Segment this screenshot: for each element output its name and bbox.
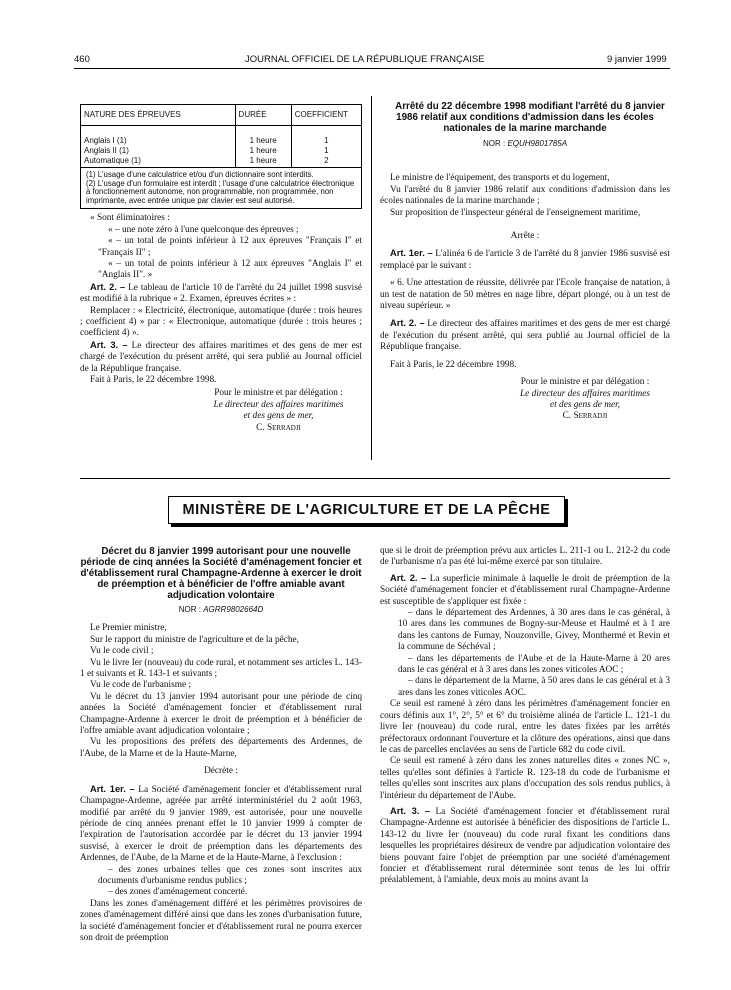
signature-name: C. Serradji <box>256 422 301 433</box>
ministry-heading: MINISTÈRE DE L'AGRICULTURE ET DE LA PÊCHE <box>168 496 565 524</box>
table-cell-nature <box>81 126 236 168</box>
signature-block <box>380 377 670 423</box>
decree-title: Arrêté du 22 décembre 1998 modifiant l'arrêté du 8 janvier 1986 relatif aux conditions d'admission dans les écoles nationales de la marine marchande <box>395 101 665 134</box>
article-text: L'alinéa 6 de l'article 3 de l'arrêté du 8 janvier 1986 susvisé est remplacé par le suivant : <box>380 249 670 271</box>
col-header-nature: NATURE DES ÉPREUVES <box>81 105 236 126</box>
decree-title: Décret du 8 janvier 1999 autorisant pour une nouvelle période de cinq années la Société d'aménagement foncier et d'établissement rural Champagne-Ardenne à exercer le droit de préemption et à bénéficier de l'offre amiable avant adjudication volontaire <box>80 546 362 601</box>
column-divider <box>371 96 372 460</box>
page-number: 460 <box>74 54 90 65</box>
article-3 <box>80 340 362 375</box>
decrete-heading: Décrète : <box>204 766 238 777</box>
paragraph: « 6. Une attestation de réussite, délivrée par l'Ecole française de natation, à un test de natation de 50 mètres en nage libre, départ plongé, ou à un test de niveau supérieur. » <box>380 278 670 312</box>
table-note: (1) L'usage d'une calculatrice et/ou d'un dictionnaire sont interdits. <box>86 170 314 179</box>
paragraph: Vu le code civil ; <box>90 646 154 657</box>
list-item: – dans le département des Ardennes, à 30 ares dans le cas général, à 10 ares dans les communes de Bogny-sur-Meuse et Haulmé et à 1 are dans les cantons de Fumay, Nouzonville, Givey, Monthermé et Revin et la commune de Séchéval ; <box>398 608 670 653</box>
arrete-heading: Arrête : <box>510 231 540 242</box>
article-label: Art. 1er. – <box>90 783 135 794</box>
section-rule <box>80 478 670 479</box>
table-cell: 1 heure <box>249 136 277 145</box>
table-cell: 1 heure <box>249 146 277 155</box>
article-label: Art. 3. – <box>90 339 128 350</box>
paragraph: Le ministre de l'équipement, des transports et du logement, <box>390 173 610 184</box>
article-label: Art. 3. – <box>390 805 431 816</box>
table-cell: 1 <box>324 146 329 155</box>
list-item: « – un total de points inférieur à 12 aux épreuves "Français I" et "Français II" ; <box>98 236 362 258</box>
paragraph: Le Premier ministre, <box>90 623 167 634</box>
signature-line: Le directeur des affaires maritimes <box>520 388 650 399</box>
article-2 <box>80 282 362 306</box>
article-2 <box>380 318 670 353</box>
article-text: La superficie minimale à laquelle le droit de préemption de la Société d'aménagement foncier et d'établissement rural Champagne-Ardenne est susceptible de s'appliquer est fixée : <box>380 573 671 607</box>
nor-reference <box>80 604 362 615</box>
paragraph: Sur le rapport du ministre de l'agriculture et de la pêche, <box>90 634 299 645</box>
exam-table <box>80 104 362 168</box>
table-cell-coef <box>291 126 361 168</box>
header-rule <box>74 68 670 69</box>
nor-code: EQUH9801785A <box>507 139 568 148</box>
article-label: Art. 2. – <box>90 281 126 292</box>
signature-line: Le directeur des affaires maritimes <box>213 399 344 410</box>
article-text: Le tableau de l'article 10 de l'arrêté du 24 juillet 1998 susvisé est modifié à la rubrique « 2. Examen, épreuves écrites » : <box>80 282 362 305</box>
list-item: « – une note zéro à l'une quelconque des épreuves ; <box>108 224 299 235</box>
list-item: – des zones urbaines telles que ces zones sont inscrites aux documents d'urbanisme rendus publics ; <box>98 864 362 886</box>
table-cell: 1 <box>324 136 329 145</box>
signature-name: C. Serradji <box>562 411 608 422</box>
article-2 <box>380 573 670 608</box>
table-cell: 2 <box>324 156 329 165</box>
article-label: Art. 2. – <box>390 572 427 583</box>
article-text: Le directeur des affaires maritimes et des gens de mer est chargé de l'exécution du présent arrêté, qui sera publié au Journal officiel de la République française. <box>380 319 671 353</box>
paragraph: que si le droit de préemption prévu aux articles L. 211-1 ou L. 212-2 du code de l'urbanisme n'a pas été lui-même exercé par son titulaire. <box>380 546 670 568</box>
table-cell-duree <box>235 126 291 168</box>
article-text: La Société d'aménagement foncier et d'établissement rural Champagne-Ardenne est autorisée à bénéficier des dispositions de l'article L. 143-12 du livre Ier (nouveau) du code rural fixant les conditions dans lesquelles les propriétaires désireux de vendre par adjudication volontaire des biens pouvant faire l'objet de préemption par une société d'aménagement foncier et d'établissement rural déterminée sont tenus de les lui offrir préalablement, à l'amiable, deux mois au moins avant la <box>380 806 670 886</box>
list-item: – dans les départements de l'Aube et de la Haute-Marne à 20 ares dans le cas général et à 3 ares dans les zones viticoles AOC ; <box>398 653 670 676</box>
col-header-coef: COEFFICIENT <box>291 105 361 126</box>
paragraph: Vu l'arrêté du 8 janvier 1986 relatif aux conditions d'admission dans les écoles nationales de la marine marchande ; <box>380 184 670 207</box>
paragraph: Vu les propositions des préfets des départements des Ardennes, de l'Aube, de la Marne et de la Haute-Marne, <box>80 737 362 759</box>
paragraph: Ce seuil est ramené à zéro dans les zones naturelles dites « zones NC », telles qu'elles sont définies à l'article R. 123-18 du code de l'urbanisme et telles qu'elles sont inscrites aux plans d'occupation des sols rendus publics, à l'intérieur du département de l'Aube. <box>380 756 670 801</box>
journal-title: JOURNAL OFFICIEL DE LA RÉPUBLIQUE FRANÇAISE <box>245 54 485 65</box>
article-1 <box>380 248 670 272</box>
article-label: Art. 1er. – <box>390 248 433 259</box>
paragraph: Dans les zones d'aménagement différé et les périmètres provisoires de zones d'aménagement différé ainsi que dans les zones d'urbanisation future, la société d'aménagement foncier et d'établissement rural ne pourra exercer son droit de préemption <box>80 898 362 943</box>
signature-block <box>80 388 362 434</box>
nor-label: NOR : <box>482 139 506 148</box>
table-row: Anglais II (1) <box>84 146 129 155</box>
signature-line: Pour le ministre et par délégation : <box>520 377 650 388</box>
paragraph: Vu le code de l'urbanisme ; <box>90 680 192 691</box>
right-bottom-column <box>380 546 670 887</box>
header-date: 9 janvier 1999 <box>607 54 667 65</box>
list-item: – des zones d'aménagement concerté. <box>108 887 248 898</box>
nor-code: AGRR9802664D <box>203 605 264 614</box>
table-row: Automatique (1) <box>84 156 141 165</box>
paragraph: Vu le livre Ier (nouveau) du code rural, et notamment ses articles L. 143-1 et suivants et R. 143-1 et suivants ; <box>80 657 362 680</box>
article-3 <box>380 806 670 887</box>
paragraph: Fait à Paris, le 22 décembre 1998. <box>390 359 517 370</box>
paragraph: « Sont éliminatoires : <box>90 213 170 224</box>
list-item: – dans le département de la Marne, à 50 ares dans le cas général et à 3 ares dans les zones viticoles AOC. <box>398 676 670 698</box>
signature-line: et des gens de mer, <box>243 411 314 422</box>
right-top-column <box>380 101 670 423</box>
paragraph: Ce seuil est ramené à zéro dans les périmètres d'aménagement foncier en cours définis aux 1°, 2°, 5° et 6° du troisième alinéa de l'article L. 121-1 du livre Ier (nouveau) du code rural, entre les dates fixées par les arrêtés préfectoraux ordonnant l'ouverture et la clôture des opérations, ainsi que dans le cas de parcelles enclavées au sens de l'article 682 du code civil. <box>380 699 670 755</box>
table-notes <box>80 168 362 209</box>
table-row: Anglais I (1) <box>84 136 127 145</box>
signature-line: et des gens de mer, <box>550 399 620 410</box>
signature-line: Pour le ministre et par délégation : <box>214 388 343 399</box>
paragraph: Vu le décret du 13 janvier 1994 autorisant pour une période de cinq années la Société d'aménagement foncier et d'établissement rural Champagne-Ardenne à exercer le droit de préemption et à bénéficier de l'offre amiable avant adjudication volontaire ; <box>80 691 362 737</box>
paragraph: Remplacer : « Electricité, électronique, automatique (durée : trois heures ; coefficient 4) » par : « Electronique, automatique (durée : trois heures ; coefficient 4) ». <box>80 305 362 339</box>
article-label: Art. 2. – <box>390 318 425 329</box>
table-note: (2) L'usage d'un formulaire est interdit ; l'usage d'une calculatrice électronique à fonctionnement autonome, non programmable, non programmée, non imprimante, avec entrée unique par clavier est seul autorisé. <box>86 178 355 205</box>
nor-reference <box>380 138 670 149</box>
left-top-column <box>80 104 362 434</box>
article-text: Le directeur des affaires maritimes et des gens de mer est chargé de l'exécution du présent arrêté, qui sera publié au Journal officiel de la République française. <box>80 340 362 374</box>
col-header-duree: DURÉE <box>235 105 291 126</box>
nor-label: NOR : <box>178 605 201 614</box>
article-text: La Société d'aménagement foncier et d'établissement rural Champagne-Ardenne, agréée par arrêté interministériel du 2 août 1963, modifié par arrêté du 9 janvier 1989, est autorisée, pour une nouvelle période de cinq années prenant effet le 10 janvier 1999 à compter de l'expiration de l'autorisation accordée par le décret du 13 janvier 1994 susvisé, à exercer le droit de préemption dans les départements des Ardennes, de l'Aube, de la Marne et de la Haute-Marne, à l'exclusion : <box>80 784 362 864</box>
paragraph: Fait à Paris, le 22 décembre 1998. <box>90 375 217 386</box>
article-1 <box>80 784 362 865</box>
list-item: « – un total de points inférieur à 12 aux épreuves "Anglais I" et "Anglais II". » <box>98 259 362 281</box>
left-bottom-column <box>80 546 362 944</box>
table-cell: 1 heure <box>249 156 277 165</box>
paragraph: Sur proposition de l'inspecteur général de l'enseignement maritime, <box>390 207 641 218</box>
